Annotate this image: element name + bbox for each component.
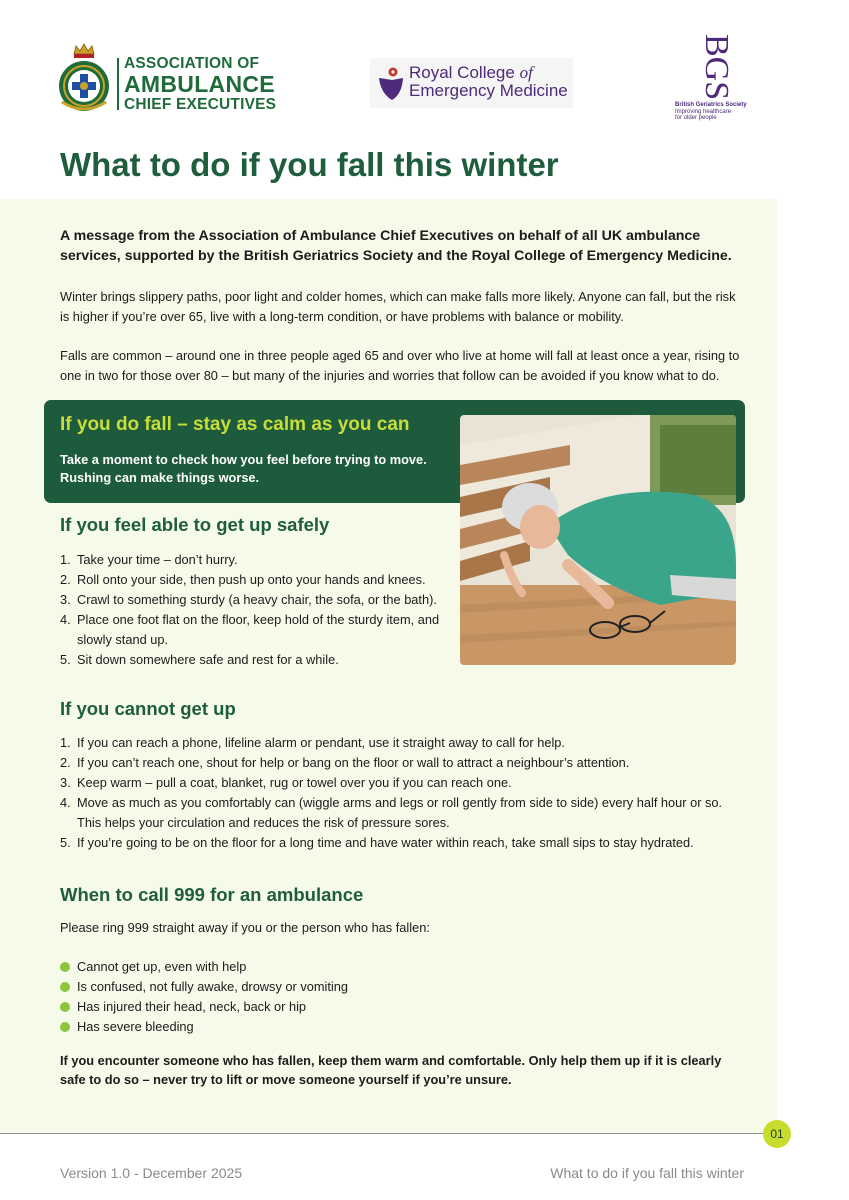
list-item-text: Is confused, not fully awake, drowsy or vomiting: [77, 979, 348, 994]
call-999-bullets: [60, 957, 348, 1037]
list-item: 3. Keep warm – pull a coat, blanket, rug or towel over you if you can reach one.: [60, 775, 512, 790]
rcem-logo-line2: Emergency Medicine: [409, 81, 568, 100]
paragraph-statistics: Falls are common – around one in three people aged 65 and over who live at home will fall at least once a year, rising to one in two for those over 80 – but many of the injuries and worries that follow can be avoided if you know what to do.: [60, 348, 740, 383]
list-item: [60, 957, 348, 977]
list-item: 2. Roll onto your side, then push up onto your hands and knees.: [60, 572, 426, 587]
rcem-logo-line1: Royal College: [409, 63, 520, 82]
closing-advice: If you encounter someone who has fallen, keep them warm and comfortable. Only help them up if it is clearly safe to do so – never try to lift or move someone yourself if you’re unsure.: [60, 1053, 722, 1087]
footer-version: Version 1.0 - December 2025: [60, 1165, 243, 1181]
list-item-text: Has severe bleeding: [77, 1019, 194, 1034]
list-item: 5. If you’re going to be on the floor for a long time and have water within reach, take small sips to stay hydrated.: [60, 835, 694, 850]
fallen-woman-photo: [460, 415, 736, 665]
list-item: 2. If you can’t reach one, shout for help or bang on the floor or wall to attract a neighbour’s attention.: [60, 755, 630, 770]
list-item: [60, 997, 348, 1017]
bgs-logo-caption: [675, 102, 747, 122]
list-item-text: Roll onto your side, then push up onto your hands and knees.: [77, 572, 426, 587]
page-title: What to do if you fall this winter: [60, 146, 559, 183]
page-number-badge: 01: [763, 1120, 791, 1148]
aace-logo-line1: ASSOCIATION OF: [124, 55, 260, 72]
list-item-text: If you’re going to be on the floor for a long time and have water within reach, take small sips to stay hydrated.: [77, 835, 694, 850]
footer-document-title: What to do if you fall this winter: [550, 1165, 744, 1181]
list-item: [60, 977, 348, 997]
list-item: 4. Place one foot flat on the floor, keep hold of the sturdy item, and slowly stand up.: [60, 612, 440, 647]
list-item: 5. Sit down somewhere safe and rest for a while.: [60, 652, 339, 667]
footer-divider: [0, 1133, 764, 1134]
aace-logo-line2: AMBULANCE: [124, 70, 275, 97]
list-item-text: Take your time – don’t hurry.: [77, 552, 238, 567]
bgs-logo-line2: Improving healthcare: [675, 108, 732, 115]
get-up-steps: [60, 550, 450, 670]
list-item: 3. Crawl to something sturdy (a heavy chair, the sofa, or the bath).: [60, 592, 437, 607]
list-item: 4. Move as much as you comfortably can (wiggle arms and legs or roll gently from side to side) every half hour or so. This helps your circulation and reduces the risk of pressure sores.: [60, 795, 723, 830]
bullet-dot-icon: [60, 962, 70, 972]
stay-calm-title: If you do fall – stay as calm as you can: [60, 414, 410, 435]
list-item-text: If you can’t reach one, shout for help or bang on the floor or wall to attract a neighbour’s attention.: [77, 755, 630, 770]
bullet-dot-icon: [60, 1002, 70, 1012]
list-item-text: Place one foot flat on the floor, keep hold of the sturdy item, and slowly stand up.: [77, 612, 440, 647]
list-item: [60, 1017, 348, 1037]
bgs-logo-line1: British Geriatrics Society: [675, 102, 747, 108]
list-item-text: Crawl to something sturdy (a heavy chair, the sofa, or the bath).: [77, 592, 437, 607]
get-up-heading: If you feel able to get up safely: [60, 514, 330, 535]
list-item-text: If you can reach a phone, lifeline alarm or pendant, use it straight away to call for help.: [77, 735, 565, 750]
list-item-text: Has injured their head, neck, back or hip: [77, 999, 307, 1014]
bgs-monogram-text: BGS: [698, 34, 735, 101]
cannot-get-up-steps: [60, 733, 740, 853]
cannot-get-up-heading: If you cannot get up: [60, 698, 236, 719]
bgs-logo-line3: for older people: [675, 115, 717, 121]
call-999-heading: When to call 999 for an ambulance: [60, 884, 364, 905]
rcem-logo-of: of: [519, 63, 533, 82]
list-item: 1. Take your time – don’t hurry.: [60, 552, 238, 567]
rose-shield-icon: [376, 66, 406, 102]
list-item-text: Sit down somewhere safe and rest for a while.: [77, 652, 339, 667]
crest-icon: [56, 40, 112, 114]
rcem-logo: [409, 64, 568, 100]
intro-text: A message from the Association of Ambulance Chief Executives on behalf of all UK ambulance services, supported by the British Geriatrics Society and the Royal College of Emergency Medicine.: [60, 228, 732, 264]
list-item: 1. If you can reach a phone, lifeline alarm or pendant, use it straight away to call for help.: [60, 735, 565, 750]
paragraph-risk: Winter brings slippery paths, poor light and colder homes, which can make falls more likely. Anyone can fall, but the risk is higher if you’re over 65, live with a long-term condition, or have problems with balance or mobility.: [60, 289, 736, 324]
list-item-text: Move as much as you comfortably can (wiggle arms and legs or roll gently from side to side) every half hour or so. This helps your circulation and reduces the risk of pressure sores.: [77, 795, 723, 830]
aace-logo: [124, 56, 276, 112]
list-item-text: Keep warm – pull a coat, blanket, rug or towel over you if you can reach one.: [77, 775, 512, 790]
aace-logo-line3: CHIEF EXECUTIVES: [124, 95, 277, 113]
aace-logo-divider: [117, 58, 119, 110]
bullet-dot-icon: [60, 1022, 70, 1032]
bullet-dot-icon: [60, 982, 70, 992]
stay-calm-text: Take a moment to check how you feel before trying to move. Rushing can make things worse.: [60, 452, 427, 485]
list-item-text: Cannot get up, even with help: [77, 959, 247, 974]
call-999-intro: Please ring 999 straight away if you or the person who has fallen:: [60, 920, 430, 935]
